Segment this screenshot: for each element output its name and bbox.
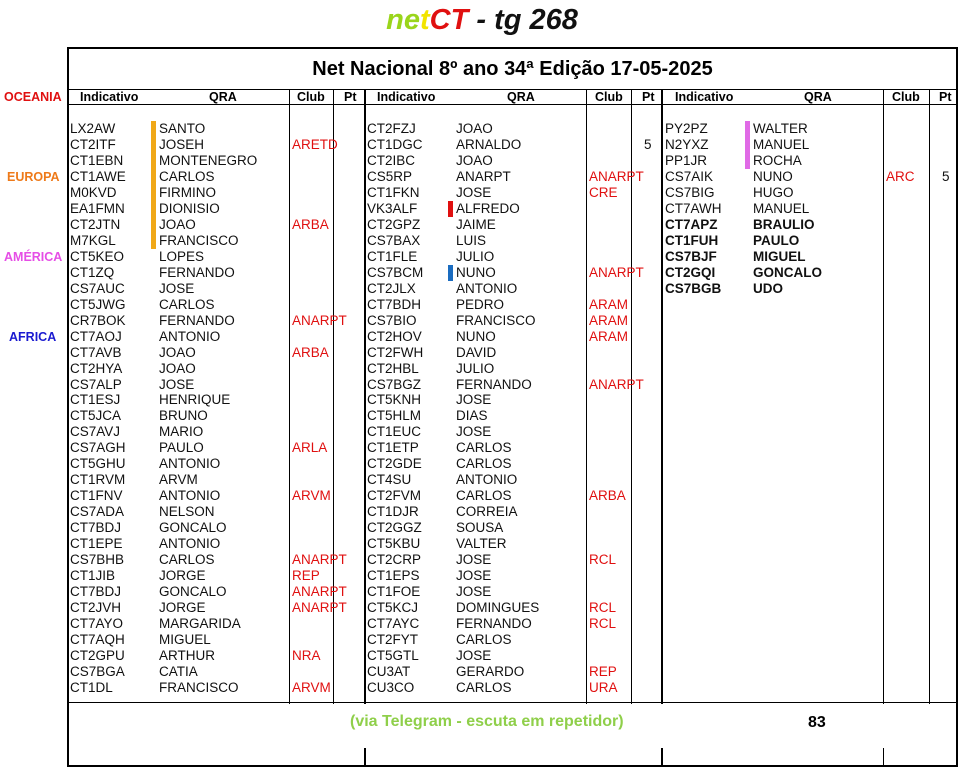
callsign-cell: CT5KBU xyxy=(367,536,421,551)
qra-cell: ANTONIO xyxy=(456,472,518,487)
header-pt: Pt xyxy=(344,90,357,104)
qra-cell: ANTONIO xyxy=(159,536,221,551)
callsign-cell: CS7BIO xyxy=(367,313,417,328)
qra-cell: ANTONIO xyxy=(159,329,221,344)
total-count: 83 xyxy=(808,714,826,731)
qra-cell: CARLOS xyxy=(159,169,215,184)
header-qra: QRA xyxy=(804,90,832,104)
callsign-cell: CS7BJF xyxy=(665,249,717,264)
qra-cell: FRANCISCO xyxy=(159,233,239,248)
pt-cell: 5 xyxy=(942,169,950,184)
color-marker xyxy=(448,201,453,217)
qra-cell: VALTER xyxy=(456,536,507,551)
qra-cell: MARIO xyxy=(159,424,204,439)
callsign-cell: CR7BOK xyxy=(70,313,126,328)
callsign-cell: CS7AVJ xyxy=(70,424,121,439)
callsign-cell: EA1FMN xyxy=(70,201,125,216)
col-divider xyxy=(364,89,366,704)
callsign-cell: CT5GHU xyxy=(70,456,126,471)
qra-cell: JOAO xyxy=(456,153,493,168)
qra-cell: ANTONIO xyxy=(159,456,221,471)
callsign-cell: CT2IBC xyxy=(367,153,416,168)
callsign-cell: CT1EUC xyxy=(367,424,422,439)
col-divider xyxy=(883,89,884,704)
qra-cell: FRANCISCO xyxy=(456,313,536,328)
callsign-cell: CU3CO xyxy=(367,680,415,695)
qra-cell: LOPES xyxy=(159,249,205,264)
header-qra: QRA xyxy=(209,90,237,104)
callsign-cell: LX2AW xyxy=(70,121,116,136)
qra-cell: SOUSA xyxy=(456,520,504,535)
continent-africa: AFRICA xyxy=(9,330,57,344)
club-cell: ARBA xyxy=(292,345,329,360)
callsign-cell: N2YXZ xyxy=(665,137,709,152)
club-cell: ANARPT xyxy=(292,584,347,599)
qra-cell: JULIO xyxy=(456,361,495,376)
callsign-cell: CT1FLE xyxy=(367,249,418,264)
qra-cell: PAULO xyxy=(753,233,800,248)
qra-cell: BRAULIO xyxy=(753,217,815,232)
callsign-cell: CT1AWE xyxy=(70,169,126,184)
qra-cell: CARLOS xyxy=(456,440,512,455)
callsign-cell: CT2CRP xyxy=(367,552,422,567)
qra-cell: DIONISIO xyxy=(159,201,220,216)
col-divider xyxy=(289,89,290,704)
callsign-cell: CT1DJR xyxy=(367,504,419,519)
callsign-cell: CT1EPS xyxy=(367,568,420,583)
club-cell: ANARPT xyxy=(292,552,347,567)
header-indicativo: Indicativo xyxy=(675,90,734,104)
club-cell: ARETD xyxy=(292,137,338,152)
qra-cell: GONCALO xyxy=(159,584,227,599)
callsign-cell: CT7AWH xyxy=(665,201,722,216)
color-marker xyxy=(151,233,156,249)
callsign-cell: CT2FVM xyxy=(367,488,421,503)
qra-cell: ARNALDO xyxy=(456,137,522,152)
col-divider xyxy=(929,89,930,704)
callsign-cell: CT2GGZ xyxy=(367,520,422,535)
header-indicativo: Indicativo xyxy=(80,90,139,104)
qra-cell: JOSEH xyxy=(159,137,205,152)
qra-cell: BRUNO xyxy=(159,408,208,423)
footer-top-line xyxy=(67,702,958,703)
qra-cell: ROCHA xyxy=(753,153,802,168)
qra-cell: MIGUEL xyxy=(159,632,211,647)
callsign-cell: CT1FKN xyxy=(367,185,420,200)
club-cell: ANARPT xyxy=(589,265,644,280)
qra-cell: CARLOS xyxy=(456,488,512,503)
color-marker xyxy=(151,217,156,233)
qra-cell: WALTER xyxy=(753,121,808,136)
color-marker xyxy=(745,153,750,169)
callsign-cell: CT1ETP xyxy=(367,440,419,455)
header-club: Club xyxy=(297,90,325,104)
qra-cell: FIRMINO xyxy=(159,185,216,200)
callsign-cell: CT7AVB xyxy=(70,345,122,360)
callsign-cell: CT2GPU xyxy=(70,648,125,663)
header-club: Club xyxy=(595,90,623,104)
callsign-cell: CS7BIG xyxy=(665,185,715,200)
callsign-cell: CT2JLX xyxy=(367,281,416,296)
qra-cell: CARLOS xyxy=(456,680,512,695)
qra-cell: MANUEL xyxy=(753,201,810,216)
callsign-cell: CT7AOJ xyxy=(70,329,122,344)
club-cell: ANARPT xyxy=(292,313,347,328)
callsign-cell: CS7BGA xyxy=(70,664,125,679)
qra-cell: CARLOS xyxy=(159,297,215,312)
callsign-cell: VK3ALF xyxy=(367,201,418,216)
qra-cell: ANARPT xyxy=(456,169,511,184)
color-marker xyxy=(151,153,156,169)
qra-cell: JORGE xyxy=(159,568,206,583)
club-cell: ANARPT xyxy=(292,600,347,615)
club-cell: REP xyxy=(292,568,320,583)
club-cell: ARBA xyxy=(292,217,329,232)
qra-cell: HUGO xyxy=(753,185,794,200)
callsign-cell: CT2GDE xyxy=(367,456,422,471)
callsign-cell: CT1DGC xyxy=(367,137,423,152)
qra-cell: ARTHUR xyxy=(159,648,216,663)
qra-cell: CORREIA xyxy=(456,504,518,519)
qra-cell: JOSE xyxy=(456,568,492,583)
qra-cell: FERNANDO xyxy=(159,313,235,328)
callsign-cell: CT7AYO xyxy=(70,616,124,631)
qra-cell: JOAO xyxy=(456,121,493,136)
callsign-cell: CS5RP xyxy=(367,169,413,184)
callsign-cell: PY2PZ xyxy=(665,121,708,136)
club-cell: URA xyxy=(589,680,618,695)
callsign-cell: CT2FZJ xyxy=(367,121,416,136)
netct-logo: netCT - tg 268 xyxy=(386,4,578,36)
club-cell: ANARPT xyxy=(589,169,644,184)
pt-cell: 5 xyxy=(644,137,652,152)
qra-cell: CARLOS xyxy=(456,632,512,647)
callsign-cell: CT4SU xyxy=(367,472,412,487)
color-marker xyxy=(151,185,156,201)
club-cell: ARC xyxy=(886,169,915,184)
callsign-cell: CT5JWG xyxy=(70,297,126,312)
qra-cell: LUIS xyxy=(456,233,487,248)
callsign-cell: CS7BGB xyxy=(665,281,722,296)
club-cell: ARVM xyxy=(292,488,331,503)
callsign-cell: CT2JTN xyxy=(70,217,121,232)
col-divider xyxy=(661,89,663,704)
qra-cell: FERNANDO xyxy=(456,377,532,392)
club-cell: ANARPT xyxy=(589,377,644,392)
club-cell: ARAM xyxy=(589,329,629,344)
header-indicativo: Indicativo xyxy=(377,90,436,104)
callsign-cell: CT1RVM xyxy=(70,472,126,487)
callsign-cell: CT1ESJ xyxy=(70,392,121,407)
callsign-cell: CT7BDH xyxy=(367,297,422,312)
qra-cell: JORGE xyxy=(159,600,206,615)
callsign-cell: CT2HYA xyxy=(70,361,123,376)
qra-cell: JOAO xyxy=(159,361,196,376)
callsign-cell: M7KGL xyxy=(70,233,116,248)
callsign-cell: CT5JCA xyxy=(70,408,122,423)
continent-america: AMÉRICA xyxy=(4,250,63,264)
callsign-cell: CT7AQH xyxy=(70,632,125,647)
callsign-cell: CT5KNH xyxy=(367,392,422,407)
club-cell: ARLA xyxy=(292,440,328,455)
callsign-cell: CS7AUC xyxy=(70,281,125,296)
col-tick xyxy=(883,748,884,766)
qra-cell: NELSON xyxy=(159,504,215,519)
club-cell: NRA xyxy=(292,648,321,663)
qra-cell: MIGUEL xyxy=(753,249,806,264)
header-club: Club xyxy=(892,90,920,104)
club-cell: REP xyxy=(589,664,617,679)
callsign-cell: CT2FWH xyxy=(367,345,424,360)
callsign-cell: M0KVD xyxy=(70,185,117,200)
qra-cell: JOSE xyxy=(456,552,492,567)
callsign-cell: CT1DL xyxy=(70,680,113,695)
qra-cell: CATIA xyxy=(159,664,198,679)
qra-cell: GERARDO xyxy=(456,664,525,679)
color-marker xyxy=(448,265,453,281)
callsign-cell: CT2ITF xyxy=(70,137,116,152)
header-pt: Pt xyxy=(939,90,952,104)
callsign-cell: CT7BDJ xyxy=(70,584,122,599)
qra-cell: ANTONIO xyxy=(159,488,221,503)
header-qra: QRA xyxy=(507,90,535,104)
callsign-cell: CT1EBN xyxy=(70,153,124,168)
qra-cell: FRANCISCO xyxy=(159,680,239,695)
callsign-cell: CT1FOE xyxy=(367,584,421,599)
callsign-cell: CT7AYC xyxy=(367,616,420,631)
callsign-cell: CT1JIB xyxy=(70,568,116,583)
qra-cell: JOAO xyxy=(159,345,196,360)
callsign-cell: CT2JVH xyxy=(70,600,122,615)
callsign-cell: CT2GQI xyxy=(665,265,716,280)
qra-cell: JOSE xyxy=(456,185,492,200)
color-marker xyxy=(151,201,156,217)
callsign-cell: CT1FNV xyxy=(70,488,123,503)
qra-cell: HENRIQUE xyxy=(159,392,231,407)
callsign-cell: CT7APZ xyxy=(665,217,718,232)
callsign-cell: CT5KEO xyxy=(70,249,125,264)
qra-cell: NUNO xyxy=(753,169,793,184)
callsign-cell: CS7AIK xyxy=(665,169,714,184)
qra-cell: JOSE xyxy=(456,392,492,407)
callsign-cell: CS7AGH xyxy=(70,440,126,455)
qra-cell: DAVID xyxy=(456,345,497,360)
header-pt: Pt xyxy=(642,90,655,104)
color-marker xyxy=(151,169,156,185)
color-marker xyxy=(745,137,750,153)
color-marker xyxy=(151,121,156,137)
callsign-cell: CT2HBL xyxy=(367,361,419,376)
qra-cell: DOMINGUES xyxy=(456,600,540,615)
callsign-cell: CS7BHB xyxy=(70,552,125,567)
col-tick xyxy=(661,748,663,766)
callsign-cell: CT5KCJ xyxy=(367,600,419,615)
club-cell: RCL xyxy=(589,616,617,631)
qra-cell: PEDRO xyxy=(456,297,505,312)
callsign-cell: CT5HLM xyxy=(367,408,422,423)
callsign-cell: CT2GPZ xyxy=(367,217,421,232)
qra-cell: JAIME xyxy=(456,217,496,232)
club-cell: RCL xyxy=(589,552,617,567)
qra-cell: FERNANDO xyxy=(159,265,235,280)
callsign-cell: CT2HOV xyxy=(367,329,422,344)
qra-cell: ANTONIO xyxy=(456,281,518,296)
club-cell: ARVM xyxy=(292,680,331,695)
color-marker xyxy=(745,121,750,137)
qra-cell: JOSE xyxy=(456,648,492,663)
callsign-cell: CT1FUH xyxy=(665,233,719,248)
callsign-cell: PP1JR xyxy=(665,153,708,168)
callsign-cell: CT7BDJ xyxy=(70,520,122,535)
qra-cell: DIAS xyxy=(456,408,488,423)
callsign-cell: CS7BCM xyxy=(367,265,424,280)
callsign-cell: CT5GTL xyxy=(367,648,419,663)
qra-cell: JOSE xyxy=(456,584,492,599)
callsign-cell: CS7ALP xyxy=(70,377,122,392)
club-cell: ARAM xyxy=(589,297,629,312)
club-cell: ARBA xyxy=(589,488,626,503)
qra-cell: JOAO xyxy=(159,217,196,232)
qra-cell: CARLOS xyxy=(456,456,512,471)
qra-cell: GONCALO xyxy=(753,265,822,280)
qra-cell: JOSE xyxy=(159,377,195,392)
callsign-cell: CT1ZQ xyxy=(70,265,115,280)
continent-europa: EUROPA xyxy=(7,170,60,184)
callsign-cell: CT1EPE xyxy=(70,536,123,551)
qra-cell: JULIO xyxy=(456,249,495,264)
qra-cell: JOSE xyxy=(159,281,195,296)
callsign-cell: CT2FYT xyxy=(367,632,419,647)
qra-cell: SANTO xyxy=(159,121,206,136)
callsign-cell: CS7BGZ xyxy=(367,377,422,392)
qra-cell: MARGARIDA xyxy=(159,616,241,631)
qra-cell: JOSE xyxy=(456,424,492,439)
col-divider xyxy=(586,89,587,704)
qra-cell: CARLOS xyxy=(159,552,215,567)
callsign-cell: CU3AT xyxy=(367,664,411,679)
club-cell: ARAM xyxy=(589,313,629,328)
callsign-cell: CS7ADA xyxy=(70,504,125,519)
callsign-cell: CS7BAX xyxy=(367,233,421,248)
qra-cell: ALFREDO xyxy=(456,201,520,216)
club-cell: RCL xyxy=(589,600,617,615)
color-marker xyxy=(151,137,156,153)
qra-cell: NUNO xyxy=(456,329,496,344)
qra-cell: NUNO xyxy=(456,265,496,280)
qra-cell: MANUEL xyxy=(753,137,810,152)
qra-cell: FERNANDO xyxy=(456,616,532,631)
qra-cell: PAULO xyxy=(159,440,204,455)
qra-cell: ARVM xyxy=(159,472,198,487)
qra-cell: MONTENEGRO xyxy=(159,153,258,168)
col-tick xyxy=(364,748,366,766)
continent-oceania: OCEANIA xyxy=(4,90,62,104)
club-cell: CRE xyxy=(589,185,618,200)
qra-cell: UDO xyxy=(753,281,783,296)
footer-note: (via Telegram - escuta em repetidor) xyxy=(350,713,624,730)
page-title: Net Nacional 8º ano 34ª Edição 17-05-2025 xyxy=(312,58,713,80)
qra-cell: GONCALO xyxy=(159,520,227,535)
